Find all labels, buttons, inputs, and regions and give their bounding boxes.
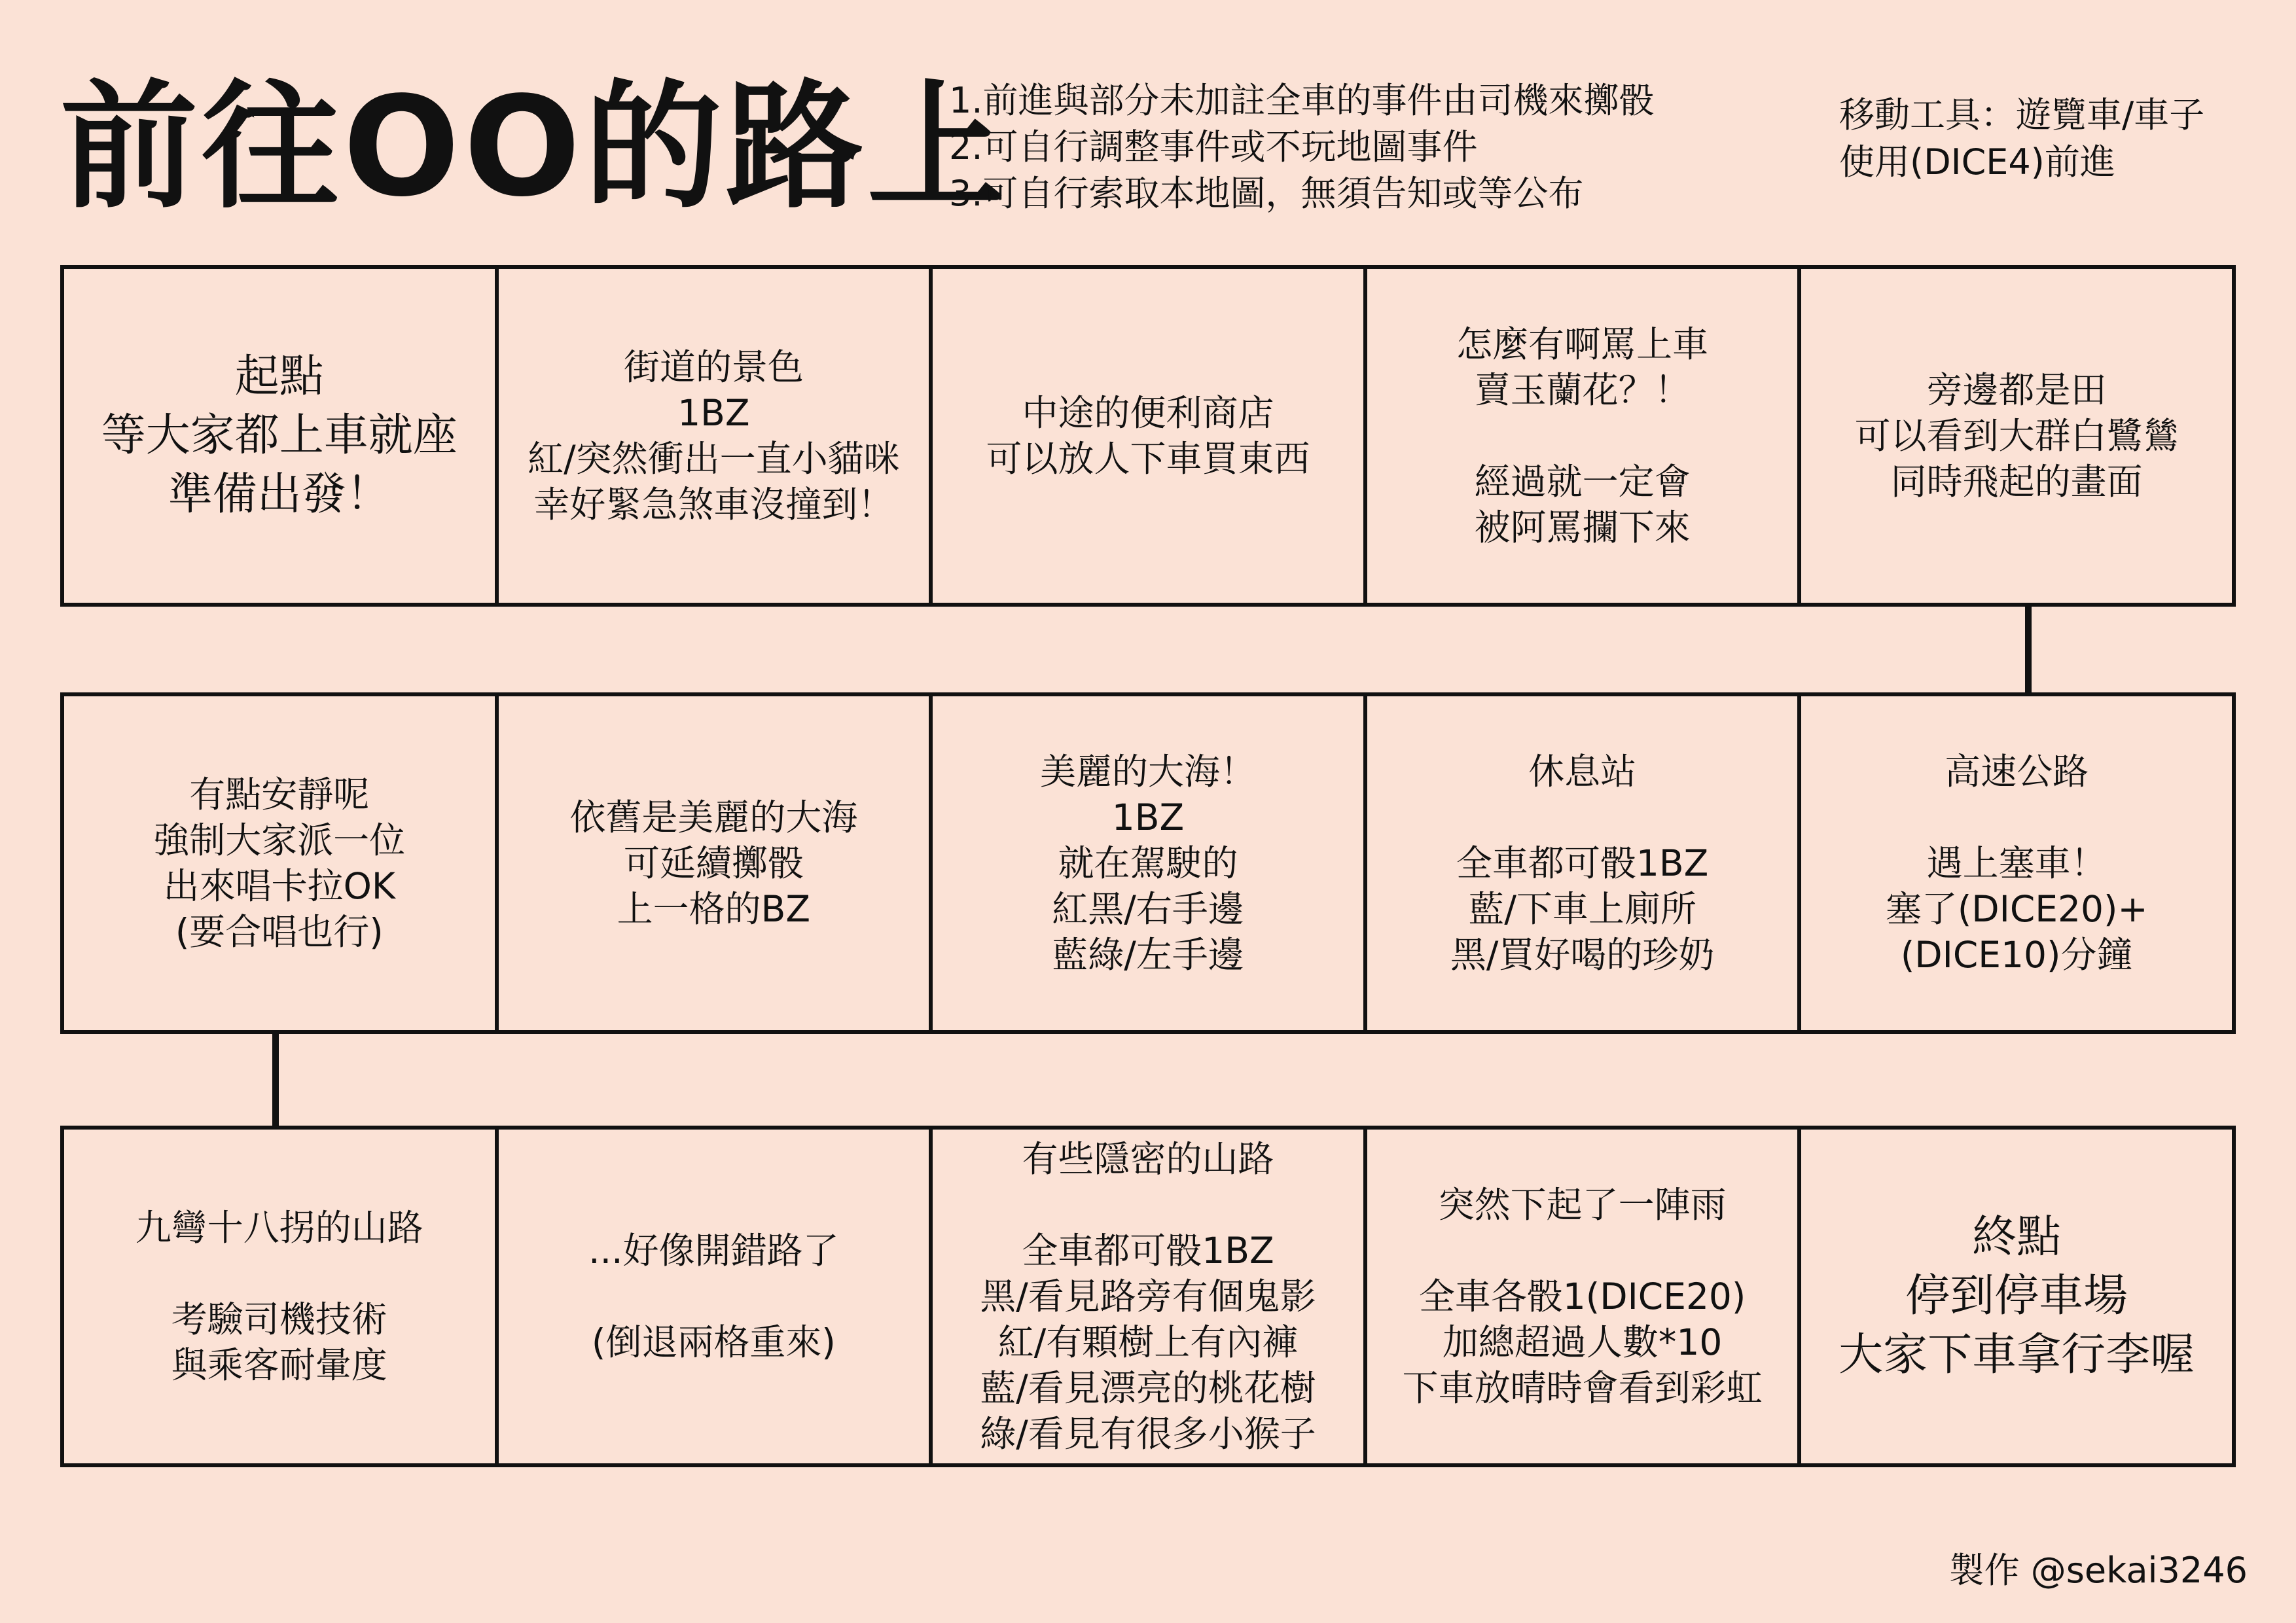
- cell-text-line: 高速公路: [1945, 751, 2089, 793]
- cell-text-line: 出來唱卡拉OK: [163, 865, 395, 907]
- cell-text-line: 等大家都上車就座: [101, 410, 457, 461]
- transport-tool: 移動工具：遊覽車/車子: [1839, 94, 2205, 135]
- cell-text-line: 下車放晴時會看到彩虹: [1402, 1367, 1763, 1409]
- cell-text-line: 考驗司機技術: [171, 1298, 387, 1340]
- cell-text-line: 旁邊都是田: [1926, 369, 2107, 411]
- board-cell: [1367, 269, 1802, 603]
- transport-dice: 使用(DICE4)前進: [1839, 141, 2115, 183]
- board-cell: [64, 269, 499, 603]
- cell-text-line: 綠/看見有很多小猴子: [980, 1413, 1316, 1455]
- cell-text-line: 全車各骰1(DICE20): [1418, 1275, 1746, 1317]
- cell-text-line: 可以看到大群白鷺鷥: [1854, 415, 2179, 457]
- cell-text-line: 紅黑/右手邊: [1052, 888, 1244, 930]
- rule-item: 3.可自行索取本地圖，無須告知或等公布: [949, 173, 1584, 214]
- cell-text-line: 塞了(DICE20)+: [1885, 888, 2148, 930]
- board-cell: [1367, 1130, 1802, 1463]
- cell-text-line: (DICE10)分鐘: [1900, 934, 2133, 976]
- cell-text-line: 就在駕駛的: [1058, 842, 1238, 884]
- cell-text-line: 黑/看見路旁有個鬼影: [980, 1275, 1316, 1317]
- cell-text-line: 怎麼有啊罵上車: [1456, 323, 1709, 365]
- cell-text-line: 全車都可骰1BZ: [1456, 842, 1709, 884]
- cell-text-line: 經過就一定會: [1474, 461, 1691, 503]
- board-cell: [1801, 269, 2232, 603]
- cell-text-line: 加總超過人數*10: [1442, 1321, 1723, 1363]
- cell-text-line: 大家下車拿行李喔: [1839, 1329, 2195, 1381]
- cell-text-line: 遇上塞車！: [1926, 842, 2107, 884]
- cell-text-line: 準備出發！: [168, 469, 391, 520]
- cell-text-line: 美麗的大海！: [1039, 751, 1256, 793]
- cell-text-line: 藍/下車上廁所: [1468, 888, 1696, 930]
- row-connector-left: [272, 1034, 279, 1126]
- cell-text-line: 突然下起了一陣雨: [1438, 1184, 1727, 1226]
- board-cell: [499, 696, 933, 1030]
- cell-text-line: 可延續擲骰: [623, 842, 804, 884]
- cell-text-line: 有點安靜呢: [189, 774, 370, 815]
- board-cell: [64, 696, 499, 1030]
- cell-text-line: ...好像開錯路了: [588, 1230, 839, 1272]
- cell-text-line: 可以放人下車買東西: [986, 438, 1310, 480]
- cell-text-line: 強制大家派一位: [153, 819, 406, 861]
- board-cell: [64, 1130, 499, 1463]
- board-cell: [933, 269, 1367, 603]
- cell-text-line: 九彎十八拐的山路: [135, 1207, 423, 1249]
- cell-text-line: 紅/突然衝出一直小貓咪: [528, 438, 900, 480]
- board-cell: [499, 1130, 933, 1463]
- cell-text-line: 休息站: [1528, 751, 1637, 793]
- board-cell: [1801, 696, 2232, 1030]
- cell-text-line: 停到停車場: [1905, 1270, 2128, 1322]
- rule-item: 2.可自行調整事件或不玩地圖事件: [949, 126, 1478, 168]
- cell-text-line: 被阿罵攔下來: [1474, 507, 1691, 548]
- credit-text: 製作 @sekai3246: [1948, 1550, 2248, 1591]
- cell-text-line: 與乘客耐暈度: [171, 1344, 387, 1386]
- board-cell: [933, 1130, 1367, 1463]
- rule-item: 1.前進與部分未加註全車的事件由司機來擲骰: [949, 80, 1655, 121]
- cell-text-line: 黑/買好喝的珍奶: [1450, 934, 1715, 976]
- cell-text-line: 有些隱密的山路: [1022, 1138, 1274, 1180]
- board-row-1: [60, 265, 2236, 607]
- page-title: 前往OO的路上: [60, 67, 1009, 227]
- cell-text-line: 上一格的BZ: [617, 888, 811, 930]
- cell-text-line: (倒退兩格重來): [591, 1321, 836, 1363]
- board-cell: [1367, 696, 1802, 1030]
- transport-info: [1839, 92, 2204, 186]
- cell-text-line: 街道的景色: [623, 346, 804, 388]
- rules-list: [949, 77, 1655, 217]
- cell-text-line: 中途的便利商店: [1022, 392, 1274, 434]
- board-row-2: [60, 692, 2236, 1034]
- cell-text-line: 全車都可骰1BZ: [1022, 1230, 1274, 1272]
- cell-text-line: 依舊是美麗的大海: [569, 796, 858, 838]
- cell-text-line: 賣玉蘭花？！: [1474, 369, 1691, 411]
- cell-text-line: (要合唱也行): [175, 911, 384, 953]
- board-row-3: [60, 1126, 2236, 1467]
- cell-text-line: 起點: [234, 351, 324, 402]
- board-cell: [499, 269, 933, 603]
- cell-text-line: 藍/看見漂亮的桃花樹: [980, 1367, 1316, 1409]
- cell-text-line: 紅/有顆樹上有內褲: [997, 1321, 1299, 1363]
- board-cell: [933, 696, 1367, 1030]
- cell-text-line: 1BZ: [1111, 796, 1185, 838]
- cell-text-line: 幸好緊急煞車沒撞到！: [533, 484, 894, 526]
- board-cell: [1801, 1130, 2232, 1463]
- row-connector-right: [2025, 607, 2032, 692]
- cell-text-line: 藍綠/左手邊: [1052, 934, 1244, 976]
- cell-text-line: 1BZ: [677, 392, 750, 434]
- cell-text-line: 同時飛起的畫面: [1890, 461, 2143, 503]
- cell-text-line: 終點: [1972, 1211, 2062, 1263]
